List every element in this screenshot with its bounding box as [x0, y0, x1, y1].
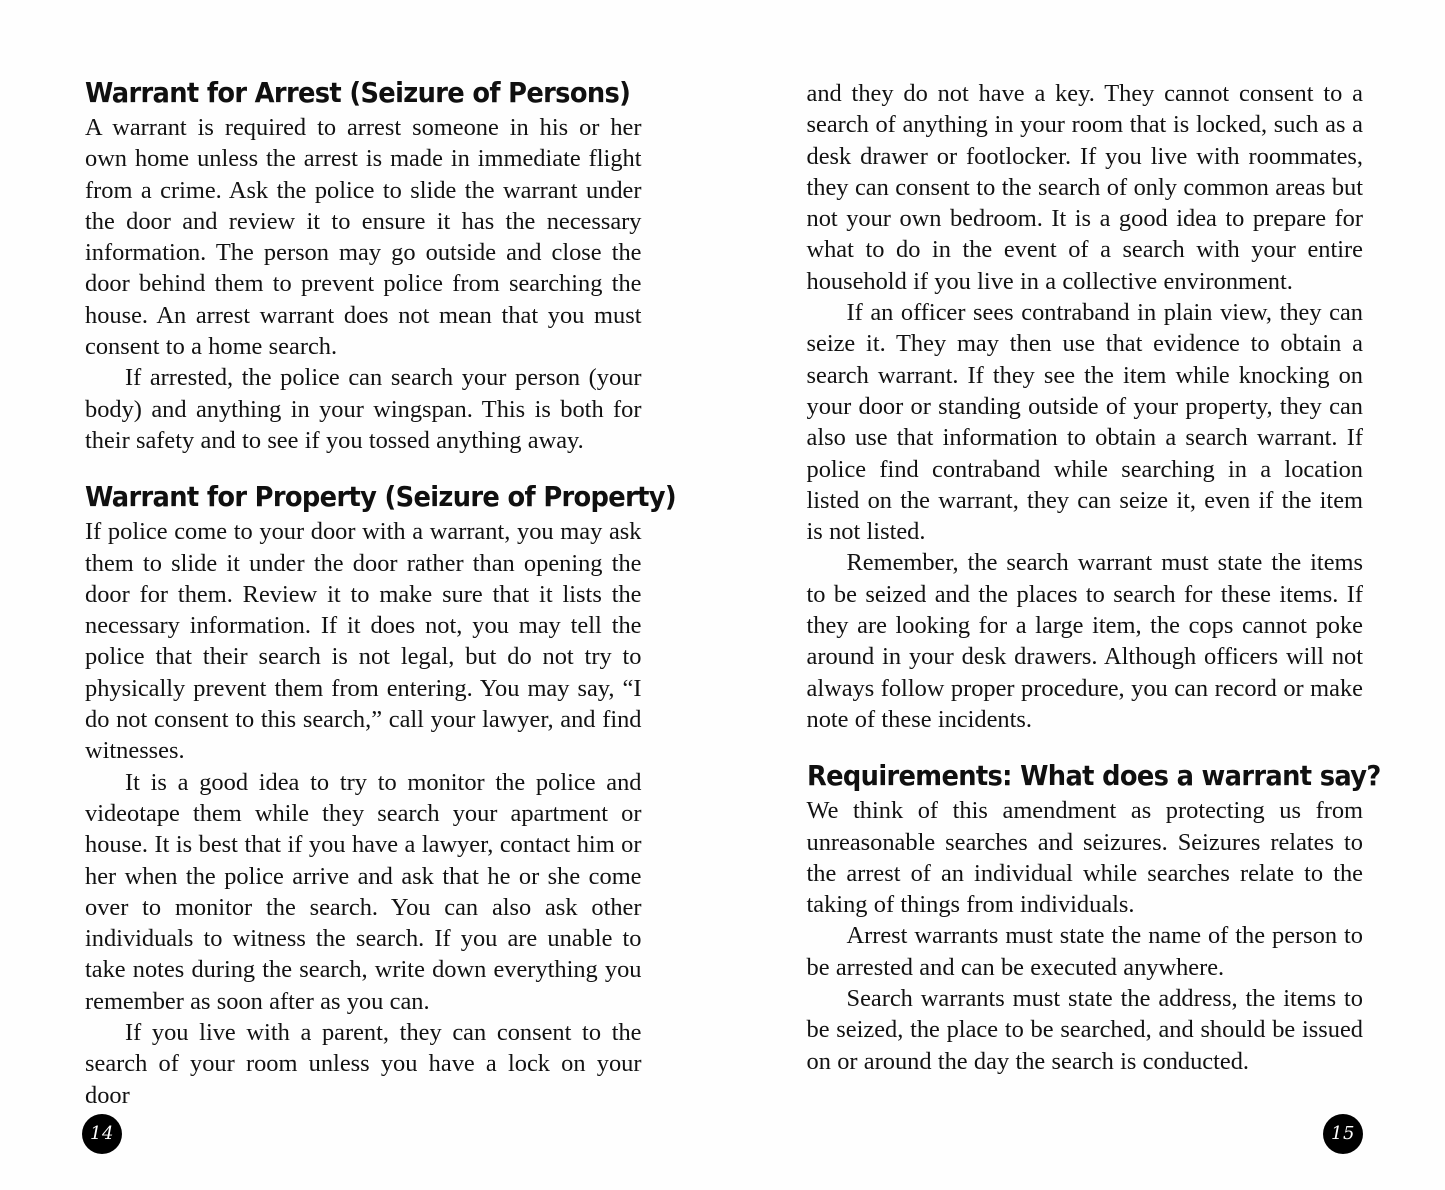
paragraph-police-at-door: If police come to your door with a warrant, you may ask them to slide it under the door rather than opening the door for them. Review it to make sure that it lists the necessary information. If it does not, you may tell the police that their search is not legal, but do not try to physically prevent them from entering. You may say, “I do not consent to this search,” call your lawyer, and find witnesses.: [85, 518, 642, 765]
paragraph-arrest-warrant-requirement: A warrant is required to arrest someone in his or her own home unless the arrest is made in immediate flight from a crime. Ask the police to slide the warrant under the door and review it to ensure it has the necessary information. The person may go outside and close the door behind them to prevent police from searching the house. An arrest warrant does not mean that you must consent to a home search.: [85, 114, 642, 361]
paragraph-arrest-warrants-name: Arrest warrants must state the name of the person to be arrested and can be executed anywhere.: [806, 922, 1363, 981]
paragraph-plain-view-contraband: If an officer sees contraband in plain view, they can seize it. They may then use that evidence to obtain a search warrant. If they see the item while knocking on your door or standing outside of your property, they can also use that information to obtain a search warrant. If police find contraband while searching in a location listed on the warrant, they can seize it, even if the item is not listed.: [806, 299, 1363, 546]
paragraph-warrant-must-state-items: Remember, the search warrant must state the items to be seized and the places to search for these items. If they are looking for a large item, the cops cannot poke around in your desk drawers. Although officers will not always follow proper procedure, you can record or make note of these incidents.: [806, 549, 1363, 733]
paragraph-search-of-person: If arrested, the police can search your person (your body) and anything in your wingspan. This is both for their safety and to see if you tossed anything away.: [85, 364, 642, 454]
heading-warrant-for-arrest: Warrant for Arrest (Seizure of Persons): [85, 77, 631, 109]
right-page: [723, 0, 1445, 1190]
paragraph-living-with-parent: If you live with a parent, they can consent to the search of your room unless you have a lock on your door: [85, 1019, 642, 1109]
paragraph-search-warrants-address: Search warrants must state the address, the items to be seized, the place to be searched, and should be issued on or around the day the search is conducted.: [806, 985, 1363, 1075]
page-number-badge-left: 14: [82, 1114, 122, 1154]
paragraph-amendment-protection: We think of this amendment as protecting us from unreasonable searches and seizures. Seizures relates to the arrest of an individual while searches relate to the taking of things from individuals.: [806, 797, 1363, 919]
heading-requirements-what-warrant-says: Requirements: What does a warrant say?: [806, 760, 1381, 793]
left-page-text-column: [85, 77, 676, 1111]
paragraph-monitor-and-videotape: It is a good idea to try to monitor the police and videotape them while they search your apartment or house. It is best that if you have a lawyer, contact him or her when the police arrive and ask that he or she come over to monitor the search. You can also ask other individuals to witness the search. If you are unable to take notes during the search, write down everything you remember as soon after as you can.: [85, 768, 642, 1015]
paragraph-roommates-and-locks: and they do not have a key. They cannot consent to a search of anything in your room that is locked, such as a desk drawer or footlocker. If you live with roommates, they can consent to the search of only common areas but not your own bedroom. It is a good idea to prepare for what to do in the event of a search with your entire household if you live in a collective environment.: [806, 80, 1363, 295]
page-number-badge-right: 15: [1323, 1114, 1363, 1154]
heading-warrant-for-property: Warrant for Property (Seizure of Property): [85, 481, 676, 514]
right-page-text-column: [806, 78, 1381, 1077]
